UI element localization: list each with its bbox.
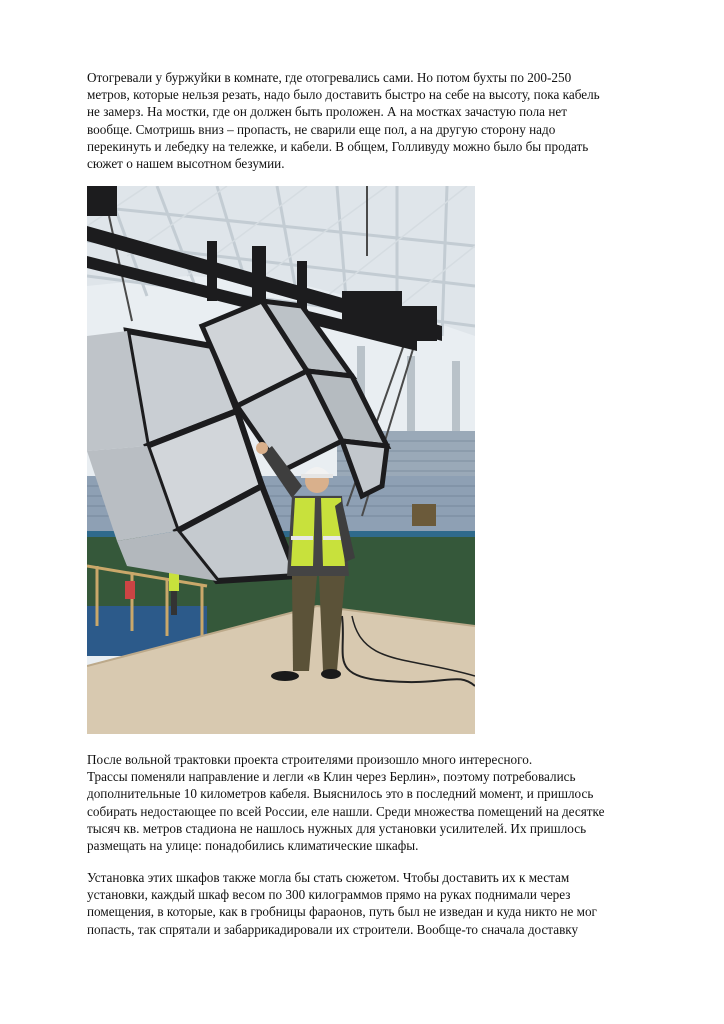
text-line: помещения, в которые, как в гробницы фараонов, путь был не изведан и куда никто не мог [87, 904, 597, 920]
text-line: После вольной трактовки проекта строителями произошло много интересного. [87, 752, 533, 767]
text-line: размещать на улице: понадобились климатические шкафы. [87, 838, 419, 854]
text-line: собирать недостающее по всей России, еле нашли. Среди множества помещений на десятке [87, 803, 605, 819]
text-line: Трассы поменяли направление и легли «в Клин через Берлин», поэтому потребовались [87, 769, 576, 785]
text-line: попасть, так спрятали и забаррикадировали их строители. Вообще-то сначала доставку [87, 921, 579, 937]
text-line: перекинуть и лебедку на тележке, и кабели. В общем, Голливуду можно было бы продать [87, 138, 589, 154]
stadium-speaker-photo [87, 186, 475, 734]
paragraph-1 [87, 69, 662, 172]
paragraph-3 [87, 869, 662, 938]
text-line: установки, каждый шкаф весом по 300 килограммов прямо на руках поднимали через [87, 887, 571, 903]
text-line: сюжет о нашем высотном безумии. [87, 156, 285, 172]
text-line: Установка этих шкафов также могла бы стать сюжетом. Чтобы доставить их к местам [87, 870, 570, 885]
text-line: метров, которые нельзя резать, надо было доставить быстро на себе на высоту, пока кабель [87, 87, 600, 103]
text-line: дополнительные 10 километров кабеля. Выяснилось это в последний момент, и пришлось [87, 786, 594, 802]
text-line: вообще. Смотришь вниз – пропасть, не сварили еще пол, а на другую сторону надо [87, 121, 556, 137]
text-line: Отогревали у буржуйки в комнате, где отогревались сами. Но потом бухты по 200-250 [87, 70, 572, 85]
text-line: тысяч кв. метров стадиона не нашлось нужных для установки усилителей. Их пришлось [87, 820, 587, 836]
paragraph-2 [87, 751, 662, 854]
text-line: не замерз. На мостки, где он должен быть проложен. А на мостках зачастую пола нет [87, 104, 568, 120]
